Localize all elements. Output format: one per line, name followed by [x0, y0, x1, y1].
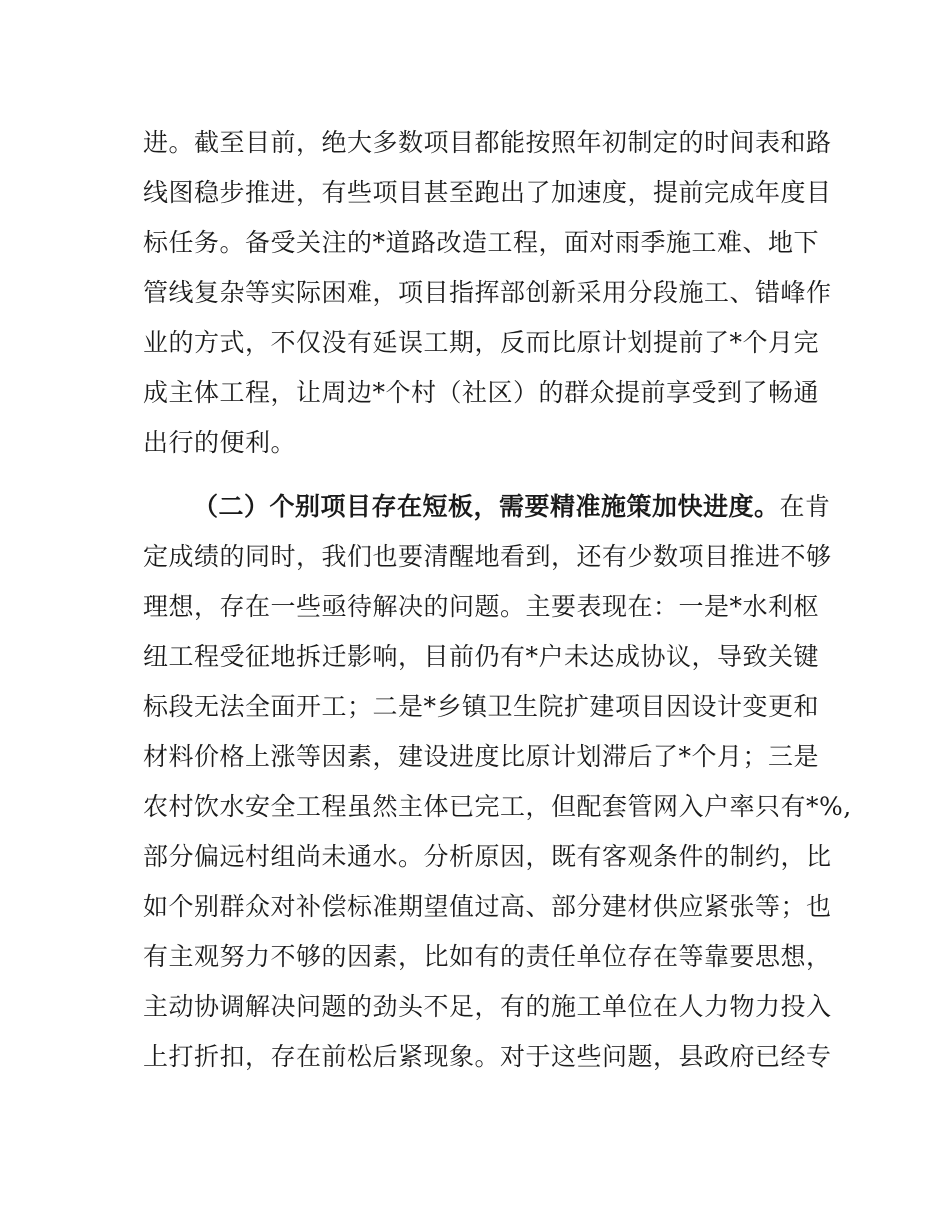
text-line: 进。截至目前，绝大多数项目都能按照年初制定的时间表和路: [143, 128, 832, 157]
text-line: 标段无法全面开工；二是*乡镇卫生院扩建项目因设计变更和: [143, 692, 820, 721]
text-line: 主动协调解决问题的劲头不足，有的施工单位在人力物力投入: [143, 992, 832, 1021]
text-line: 定成绩的同时，我们也要清醒地看到，还有少数项目推进不够: [143, 542, 832, 571]
text-line: 有主观努力不够的因素，比如有的责任单位存在等靠要思想，: [143, 942, 832, 971]
text-line: 上打折扣，存在前松后紧现象。对于这些问题，县政府已经专: [143, 1042, 832, 1071]
text-line: 业的方式，不仅没有延误工期，反而比原计划提前了*个月完: [143, 328, 820, 357]
text-line: 材料价格上涨等因素，建设进度比原计划滞后了*个月；三是: [143, 742, 820, 771]
text-line: 管线复杂等实际困难，项目指挥部创新采用分段施工、错峰作: [143, 278, 832, 307]
heading-trailing-text: 在肯: [779, 492, 831, 521]
text-line: 成主体工程，让周边*个村（社区）的群众提前享受到了畅通: [143, 378, 820, 407]
text-line: 纽工程受征地拆迁影响，目前仍有*户未达成协议，导致关键: [143, 642, 820, 671]
paragraph-2-first-line: [193, 492, 831, 522]
text-line: 如个别群众对补偿标准期望值过高、部分建材供应紧张等；也: [143, 892, 832, 921]
text-line: 部分偏远村组尚未通水。分析原因，既有客观条件的制约，比: [143, 842, 832, 871]
text-line: 理想，存在一些亟待解决的问题。主要表现在：一是*水利枢: [143, 592, 820, 621]
text-line: 出行的便利。: [143, 428, 297, 457]
text-line: 标任务。备受关注的*道路改造工程，面对雨季施工难、地下: [143, 228, 820, 257]
text-line: 线图稳步推进，有些项目甚至跑出了加速度，提前完成年度目: [143, 178, 832, 207]
section-heading: （二）个别项目存在短板，需要精准施策加快进度。: [193, 492, 780, 521]
text-line: 农村饮水安全工程虽然主体已完工，但配套管网入户率只有*%,: [143, 792, 852, 821]
